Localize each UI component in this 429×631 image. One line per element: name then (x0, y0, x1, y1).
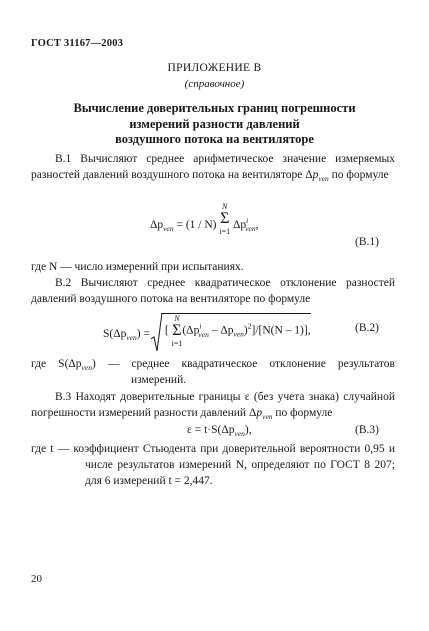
f2-tail: ]/[N(N – 1)], (251, 324, 311, 337)
f1-eq: = (1 / N) (173, 218, 217, 231)
f2-minus-sub: ven (233, 329, 244, 339)
f2-sqrt (161, 313, 311, 348)
formula-number-b1: (В.1) (355, 236, 379, 248)
b3-sub: ven (262, 412, 273, 421)
f2-sum-top: N (174, 314, 180, 323)
paragraph-b2: В.2 Вычисляют среднее квадратическое отклонение разностей давлений воздушного потока на вентиляторе по формуле (31, 277, 395, 305)
where-b2 (31, 356, 395, 388)
heading-line-2: измерений разности давлений (129, 116, 300, 131)
f1-term-sub: ven (245, 223, 256, 233)
formula-number-b3: (В.3) (355, 424, 379, 436)
formula-b3 (187, 424, 252, 436)
f2-sigma: Σ (172, 322, 182, 339)
section-heading (0, 101, 429, 148)
f2-minus: – Δp (208, 324, 234, 337)
f2-sum (172, 314, 183, 348)
formula-number-b2: (В.2) (355, 322, 379, 334)
f1-sum-bot: i=1 (219, 227, 231, 236)
heading-line-1: Вычисление доверительных границ погрешности (73, 101, 356, 115)
where2-prefix: где S(Δp (31, 358, 82, 370)
b3-var: p (256, 407, 263, 419)
f2-term: Δp (186, 324, 200, 337)
formula-b1 (150, 204, 259, 238)
b3-text-b: по формуле (272, 407, 333, 419)
f2-lhs: S(Δp (103, 328, 127, 341)
where2-sub: ven (81, 363, 92, 372)
appendix-title: ПРИЛОЖЕНИЕ В (167, 62, 262, 74)
f1-lhs: Δp (150, 218, 164, 231)
f1-sum (219, 202, 230, 236)
f3-sub: ven (234, 429, 245, 438)
f1-sigma: Σ (220, 210, 230, 227)
f2-open-paren: ( (182, 324, 187, 337)
f2-lhs-end: ) = (136, 328, 150, 341)
b1-sub: ven (318, 174, 329, 183)
f2-inner-b: ) (243, 324, 248, 337)
appendix-subtitle: (справочное) (184, 78, 245, 90)
paragraph-b1 (31, 151, 395, 183)
paragraph-b3 (31, 389, 395, 421)
f1-term: Δp (232, 218, 247, 231)
page-number: 20 (31, 573, 42, 585)
where-b1: где N — число измерений при испытаниях. (31, 261, 244, 273)
f3-expr: ε = t·S(Δp (187, 424, 235, 436)
f2-sq: 2 (247, 321, 252, 331)
document-header: ГОСТ 31167—2003 (31, 38, 124, 49)
b1-text-b: по формуле (328, 169, 389, 181)
formula-b2 (103, 313, 311, 348)
f1-end: , (255, 218, 259, 231)
f2-inner-a: [ (164, 324, 169, 337)
where3-text: коэффициент Стьюдента при доверительной вероятности 0,95 и числе результатов измерений N, определяют по ГОСТ 8 207; для 6 измерений t = 2,447. (73, 443, 396, 487)
f1-sum-top: N (222, 202, 228, 211)
f1-lhs-sub: ven (163, 223, 174, 233)
f1-term-sup: i (246, 215, 249, 225)
f2-lhs-sub: ven (126, 333, 137, 343)
f2-term-sub: ven (198, 329, 209, 339)
heading-line-3: воздушного потока на вентиляторе (115, 132, 314, 146)
where-b3 (31, 441, 395, 489)
b3-text-a: В.3 Находят доверительные границы ε (без учета знака) случайной погрешности измерений разности давлений Δ (31, 391, 395, 419)
f2-sum-bot: i=1 (171, 339, 183, 348)
sqrt-sign-icon (151, 313, 163, 353)
f2-term-sup: i (199, 321, 202, 331)
b1-text-a: В.1 Вычисляют среднее арифметическое значение измеряемых разностей давлений воздушного потока на вентиляторе Δ (31, 153, 395, 181)
f3-end: ), (244, 424, 252, 436)
where2-text: ) — среднее квадратическое отклонение результатов измерений. (91, 358, 395, 386)
b1-var: p (312, 169, 319, 181)
where3-lead: где t — (31, 443, 70, 455)
